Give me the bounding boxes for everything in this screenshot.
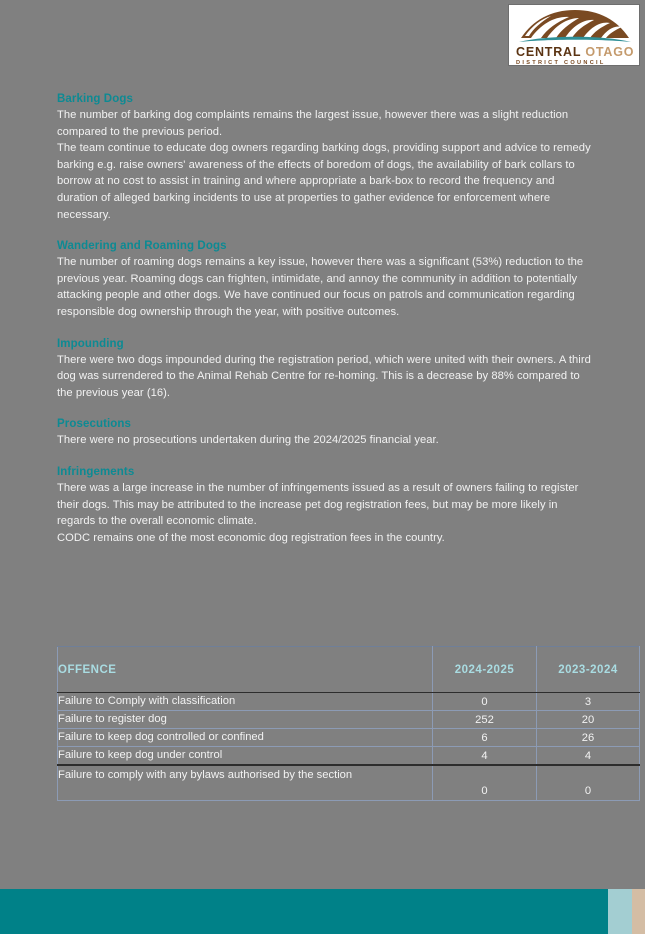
column-header-2023-2024: 2023-2024 [537, 647, 640, 693]
table-row [58, 729, 640, 747]
table-body [58, 693, 640, 801]
cell-2024-2025: 0 [433, 765, 537, 801]
offence-table [57, 646, 640, 801]
paragraph-prosecutions-1: There were no prosecutions undertaken during the 2024/2025 financial year. [57, 434, 439, 447]
logo-word-district-council: DISTRICT COUNCIL [516, 60, 606, 66]
cell-2023-2024: 0 [537, 765, 640, 801]
footer-bar-light-blue [608, 889, 632, 934]
cell-offence: Failure to comply with any bylaws authorised by the section [58, 765, 433, 801]
logo-word-central: CENTRAL [516, 45, 582, 59]
cell-offence: Failure to register dog [58, 711, 433, 729]
table-row [58, 711, 640, 729]
table-header [58, 647, 640, 693]
footer-color-bars [0, 889, 645, 934]
section-infringements [57, 465, 593, 546]
table-row [58, 693, 640, 711]
footer-bar-tan [632, 889, 645, 934]
section-impounding [57, 337, 593, 402]
otago-hills-icon [517, 8, 633, 44]
cell-offence: Failure to keep dog controlled or confined [58, 729, 433, 747]
cell-2023-2024: 3 [537, 693, 640, 711]
paragraph-infringements-2: CODC remains one of the most economic dog registration fees in the country. [57, 531, 445, 544]
cell-offence: Failure to keep dog under control [58, 747, 433, 766]
heading-prosecutions: Prosecutions [57, 418, 132, 431]
council-logo [508, 4, 640, 66]
heading-barking-dogs: Barking Dogs [57, 93, 133, 105]
cell-2023-2024: 20 [537, 711, 640, 729]
logo-word-otago: OTAGO [581, 45, 635, 59]
heading-wandering-and-roaming-dogs: Wandering and Roaming Dogs [57, 240, 227, 253]
heading-impounding: Impounding [57, 337, 124, 350]
column-header-offence: OFFENCE [58, 647, 433, 693]
cell-2024-2025: 4 [433, 747, 537, 766]
cell-2024-2025: 252 [433, 711, 537, 729]
cell-2024-2025: 0 [433, 693, 537, 711]
section-barking-dogs [57, 92, 593, 223]
cell-2023-2024: 26 [537, 729, 640, 747]
paragraph-infringements-1: There was a large increase in the number of infringements issued as a result of owners failing to register their dogs. This may be attributed to the increase pet dog registration fees, but may be more likely in regards to the overall economic climate. [57, 481, 579, 528]
footer-bar-teal [0, 889, 608, 934]
cell-2024-2025: 6 [433, 729, 537, 747]
heading-infringements: Infringements [57, 465, 135, 478]
table-row [58, 747, 640, 766]
section-wandering-and-roaming-dogs [57, 239, 593, 320]
offence-table-container [57, 646, 639, 801]
column-header-2024-2025: 2024-2025 [433, 647, 537, 693]
paragraph-barking-dogs-2: The team continue to educate dog owners regarding barking dogs, providing support and advice to remedy barking e.g. raise owners' awareness of the effects of boredom of dogs, the availability of bark collars to borrow at no cost to assist in training and where appropriate a bark-box to record the frequency and duration of alleged barking incidents to use at properties to gather evidence for enforcement where necessary. [57, 142, 591, 221]
table-row [58, 765, 640, 801]
cell-offence: Failure to Comply with classification [58, 693, 433, 711]
paragraph-barking-dogs-1: The number of barking dog complaints remains the largest issue, however there was a slight reduction compared to the previous period. [57, 109, 569, 138]
cell-2023-2024: 4 [537, 747, 640, 766]
report-content [57, 92, 593, 562]
paragraph-impounding-1: There were two dogs impounded during the registration period, which were united with their owners. A third dog was surrendered to the Animal Rehab Centre for re-homing. This is a decrease by 88% compared to the previous year (16). [57, 353, 591, 399]
section-prosecutions [57, 417, 593, 449]
paragraph-wandering-and-roaming-dogs-1: The number of roaming dogs remains a key issue, however there was a significant (53%) reduction to the previous year. Roaming dogs can frighten, intimidate, and annoy the community in addition to potentially attacking people and other dogs. We have continued our focus on patrols and communication regarding responsible dog ownership through the year, with positive outcomes. [57, 256, 584, 318]
table-header-row [58, 647, 640, 693]
logo-wordmark [516, 44, 636, 66]
